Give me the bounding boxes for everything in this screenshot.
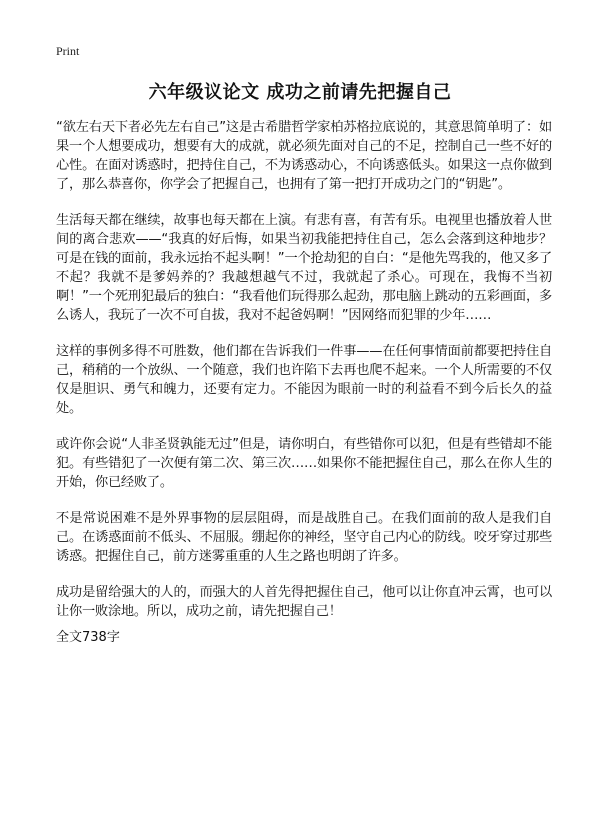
paragraph-4: 或许你会说“人非圣贤孰能无过”但是，请你明白，有些错你可以犯，但是有些错却不能犯。有些错犯了一次便有第二次、第三次……如果你不能把握住自己，那么在你人生的开始，你已经败了。 bbox=[56, 437, 552, 490]
paragraph-3: 这样的事例多得不可胜数，他们都在告诉我们一件事——在任何事情面前都要把持住自己，稍稍的一个放纵、一个随意，我们也许陷下去再也爬不起来。一个人所需要的不仅仅是胆识、勇气和魄力，还要有定力。不能因为眼前一时的利益看不到今后长久的益处。 bbox=[56, 344, 552, 416]
paragraph-6: 成功是留给强大的人的，而强大的人首先得把握住自己，他可以让你直冲云霄，也可以让你一败涂地。所以，成功之前，请先把握自己！ bbox=[56, 585, 552, 619]
word-count: 全文738字 bbox=[56, 630, 120, 645]
article-body bbox=[56, 118, 552, 638]
paragraph-1: “欲左右天下者必先左右自己”这是古希腊哲学家柏苏格拉底说的，其意思简单明了：如果一个人想要成功，想要有大的成就，就必须先面对自己的不足，控制自己一些不好的心性。在面对诱惑时，把持住自己，不为诱惑动心，不向诱惑低头。如果这一点你做到了，那么恭喜你，你学会了把握自己，也拥有了第一把打开成功之门的“钥匙”。 bbox=[56, 120, 552, 192]
article-title: 六年级议论文 成功之前请先把握自己 bbox=[148, 82, 452, 103]
paragraph-5: 不是常说困难不是外界事物的层层阻碍，而是战胜自己。在我们面前的敌人是我们自己。在诱惑面前不低头、不屈服。绷起你的神经，坚守自己内心的防线。咬牙穿过那些诱惑。把握住自己，前方迷雾重重的人生之路也明朗了许多。 bbox=[56, 511, 552, 564]
print-link[interactable]: Print bbox=[56, 44, 80, 58]
paragraph-2: 生活每天都在继续，故事也每天都在上演。有悲有喜，有苦有乐。电视里也播放着人世间的离合悲欢——“我真的好后悔，如果当初我能把持住自己，怎么会落到这种地步？可是在钱的面前，我永远抬不起头啊！”一个抢劫犯的自白：“是他先骂我的，他又多了不起？我就不是爹妈养的？我越想越气不过，我就起了杀心。可现在，我悔不当初啊！”一个死刑犯最后的独白：“我看他们玩得那么起劲，那电脑上跳动的五彩画面，多么诱人，我玩了一次不可自拔，我对不起爸妈啊！”因网络而犯罪的少年…… bbox=[56, 213, 552, 323]
